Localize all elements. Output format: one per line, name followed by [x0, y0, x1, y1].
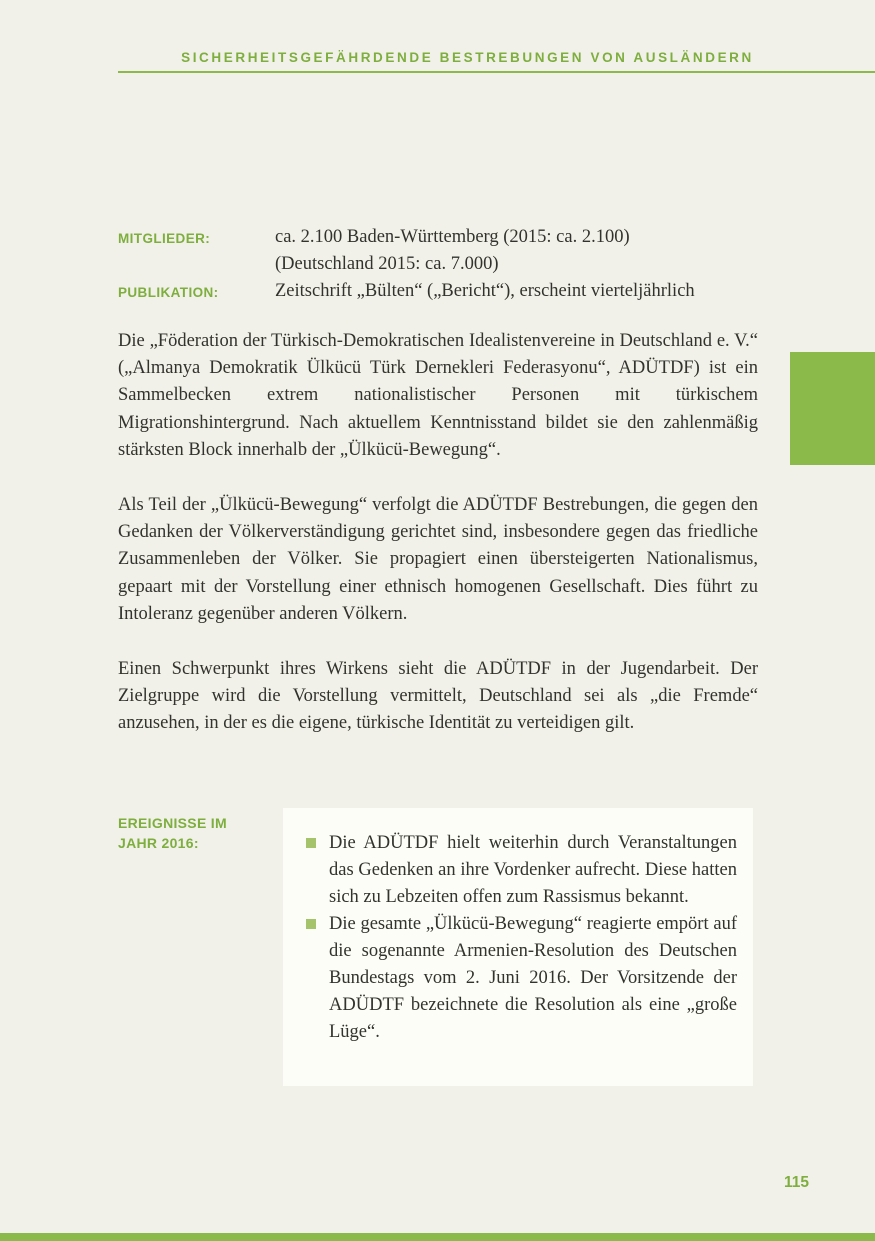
- info-block: [118, 224, 766, 305]
- info-row-publikation: [118, 278, 766, 305]
- list-item: [303, 911, 737, 1046]
- event-text-2: Die gesamte „Ülkücü-Bewegung“ reagierte empört auf die sogenannte Armenien-Resolution des Deutschen Bundestags vom 2. Juni 2016. Der Vorsitzende der ADÜDTF bezeichnete die Resolution als eine „große Lüge“.: [329, 914, 737, 1042]
- publikation-value-line: Zeitschrift „Bülten“ („Bericht“), erscheint vierteljährlich: [275, 281, 695, 301]
- info-row-mitglieder: [118, 224, 766, 278]
- section-header: SICHERHEITSGEFÄHRDENDE BESTREBUNGEN VON AUSLÄNDERN: [181, 50, 754, 65]
- mitglieder-value: [275, 224, 766, 278]
- mitglieder-value-line-1: ca. 2.100 Baden-Württemberg (2015: ca. 2.100): [275, 227, 630, 247]
- paragraph-2: Als Teil der „Ülkücü-Bewegung“ verfolgt die ADÜTDF Bestrebungen, die gegen den Gedanken der Völkerverständigung gerichtet sind, insbesondere gegen das friedliche Zusammenleben der Völker. Sie propagiert einen übersteigerten Nationalismus, gepaart mit der Vorstellung einer ethnisch homogenen Gesellschaft. Dies führt zu Intoleranz gegenüber anderen Völkern.: [118, 495, 758, 624]
- header-divider: [118, 71, 875, 73]
- events-label-line-2: JAHR 2016:: [118, 835, 199, 851]
- list-item: [303, 830, 737, 911]
- body-text: [118, 328, 758, 766]
- mitglieder-label: MITGLIEDER:: [118, 231, 211, 246]
- events-label: [118, 813, 278, 853]
- chapter-tab: [790, 352, 875, 465]
- event-text-1: Die ADÜTDF hielt weiterhin durch Veranstaltungen das Gedenken an ihre Vordenker aufrecht. Diese hatten sich zu Lebzeiten offen zum Rassismus bekannt.: [329, 833, 737, 907]
- mitglieder-value-line-2: (Deutschland 2015: ca. 7.000): [275, 254, 499, 274]
- footer-bar: [0, 1233, 875, 1241]
- bullet-square-icon: [306, 919, 316, 929]
- events-box: [283, 808, 753, 1086]
- paragraph-1: Die „Föderation der Türkisch-Demokratischen Idealistenvereine in Deutschland e. V.“ („Almanya Demokratik Ülkücü Türk Dernekleri Federasyonu“, ADÜTDF) ist ein Sammelbecken extrem nationalistischer Personen mit türkischem Migrationshintergrund. Nach aktuellem Kenntnisstand bildet sie den zahlenmäßig stärksten Block innerhalb der „Ülkücü-Bewegung“.: [118, 331, 758, 460]
- publikation-value: [275, 278, 766, 305]
- paragraph-3: Einen Schwerpunkt ihres Wirkens sieht die ADÜTDF in der Jugendarbeit. Der Zielgruppe wird die Vorstellung vermittelt, Deutschland sei als „die Fremde“ anzusehen, in der es die eigene, türkische Identität zu verteidigen gilt.: [118, 659, 758, 734]
- events-label-line-1: EREIGNISSE IM: [118, 815, 227, 831]
- bullet-square-icon: [306, 838, 316, 848]
- publikation-label: PUBLIKATION:: [118, 285, 219, 300]
- page-number: 115: [783, 1174, 809, 1191]
